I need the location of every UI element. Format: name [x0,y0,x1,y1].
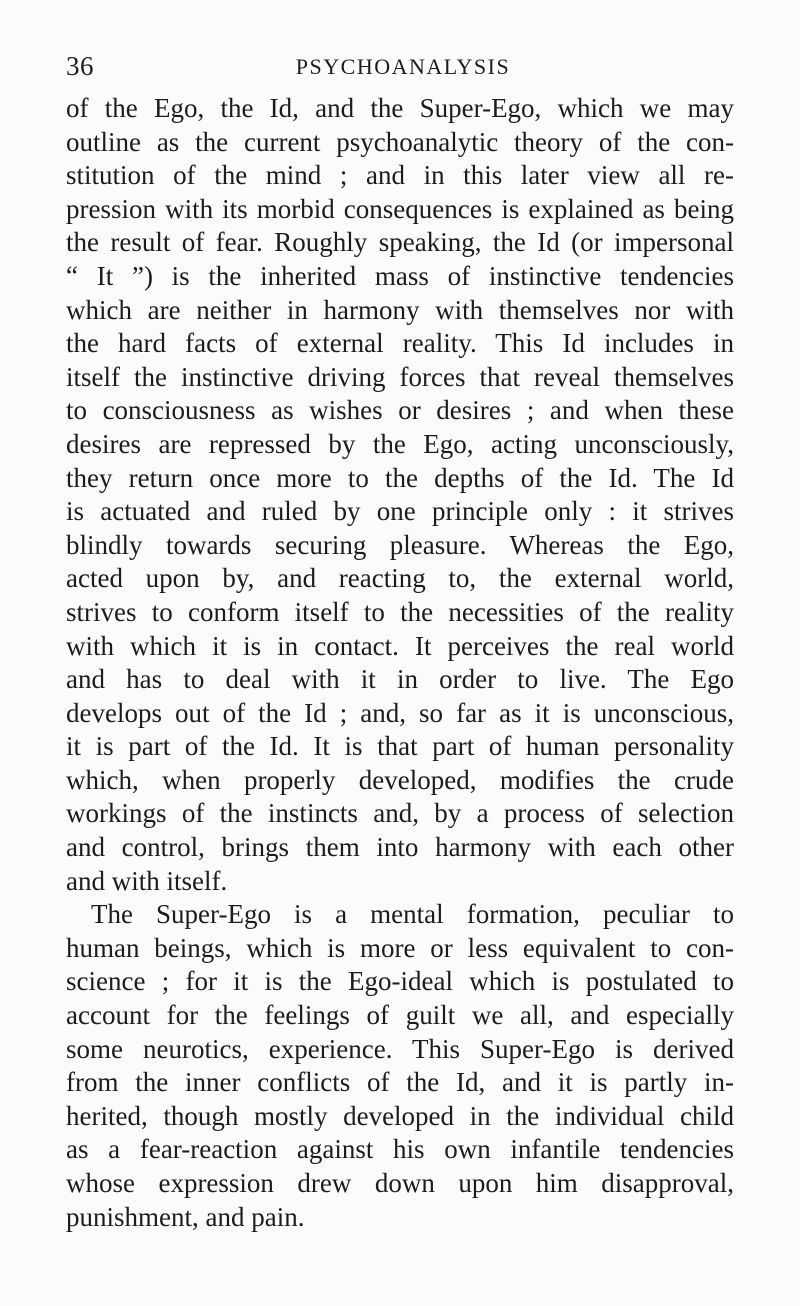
text-line: of the Ego, the Id, and the Super-Ego, which we may [66,93,734,123]
text-line: workings of the instincts and, by a process of selection [66,798,734,829]
text-line: as a fear-reaction against his own infantile tendencies [66,1134,734,1165]
text-line: itself the instinctive driving forces that reveal themselves [66,361,734,392]
text-line: desires are repressed by the Ego, acting unconsciously, [66,428,734,459]
paragraph-end-line: punishment, and pain. [66,1201,305,1232]
body-text [66,92,734,1234]
text-line: which are neither in harmony with themselves nor with [66,294,734,325]
paragraph-end-line: and with itself. [66,865,228,896]
text-line: human beings, which is more or less equivalent to con- [66,932,734,963]
text-line: to consciousness as wishes or desires ; and when these [66,395,734,426]
text-line: and has to deal with it in order to live. The Ego [66,664,734,695]
text-line: develops out of the Id ; and, so far as it is unconscious, [66,697,734,728]
text-line: the result of fear. Roughly speaking, the Id (or impersonal [66,227,734,258]
text-line: which, when properly developed, modifies the crude [66,764,734,795]
running-head [66,50,740,82]
text-line: stitution of the mind ; and in this later view all re- [66,160,734,191]
text-line: pression with its morbid consequences is explained as being [66,193,734,224]
running-title: PSYCHOANALYSIS [295,54,511,79]
text-line: herited, though mostly developed in the individual child [66,1100,734,1131]
text-line: with which it is in contact. It perceives the real world [66,630,734,661]
text-line: blindly towards securing pleasure. Whereas the Ego, [66,529,734,560]
text-line: strives to conform itself to the necessities of the reality [66,596,734,627]
text-line: is actuated and ruled by one principle only : it strives [66,496,734,527]
text-line: outline as the current psychoanalytic theory of the con- [66,126,734,157]
text-line: some neurotics, experience. This Super-Ego is derived [66,1033,734,1064]
text-line: whose expression drew down upon him disapproval, [66,1168,734,1198]
text-line: acted upon by, and reacting to, the external world, [66,563,734,594]
text-line: and control, brings them into harmony with each other [66,832,734,863]
text-line: they return once more to the depths of the Id. The Id [66,462,734,493]
paragraph-start-line: The Super-Ego is a mental formation, peculiar to [91,899,734,930]
text-line: “ It ”) is the inherited mass of instinctive tendencies [66,260,734,291]
text-line: science ; for it is the Ego-ideal which is postulated to [66,966,734,997]
text-line: it is part of the Id. It is that part of human personality [66,731,734,762]
text-line: the hard facts of external reality. This Id includes in [66,328,734,359]
page-number: 36 [66,51,94,81]
text-line: account for the feelings of guilt we all, and especially [66,1000,734,1031]
text-line: from the inner conflicts of the Id, and it is partly in- [66,1067,734,1098]
